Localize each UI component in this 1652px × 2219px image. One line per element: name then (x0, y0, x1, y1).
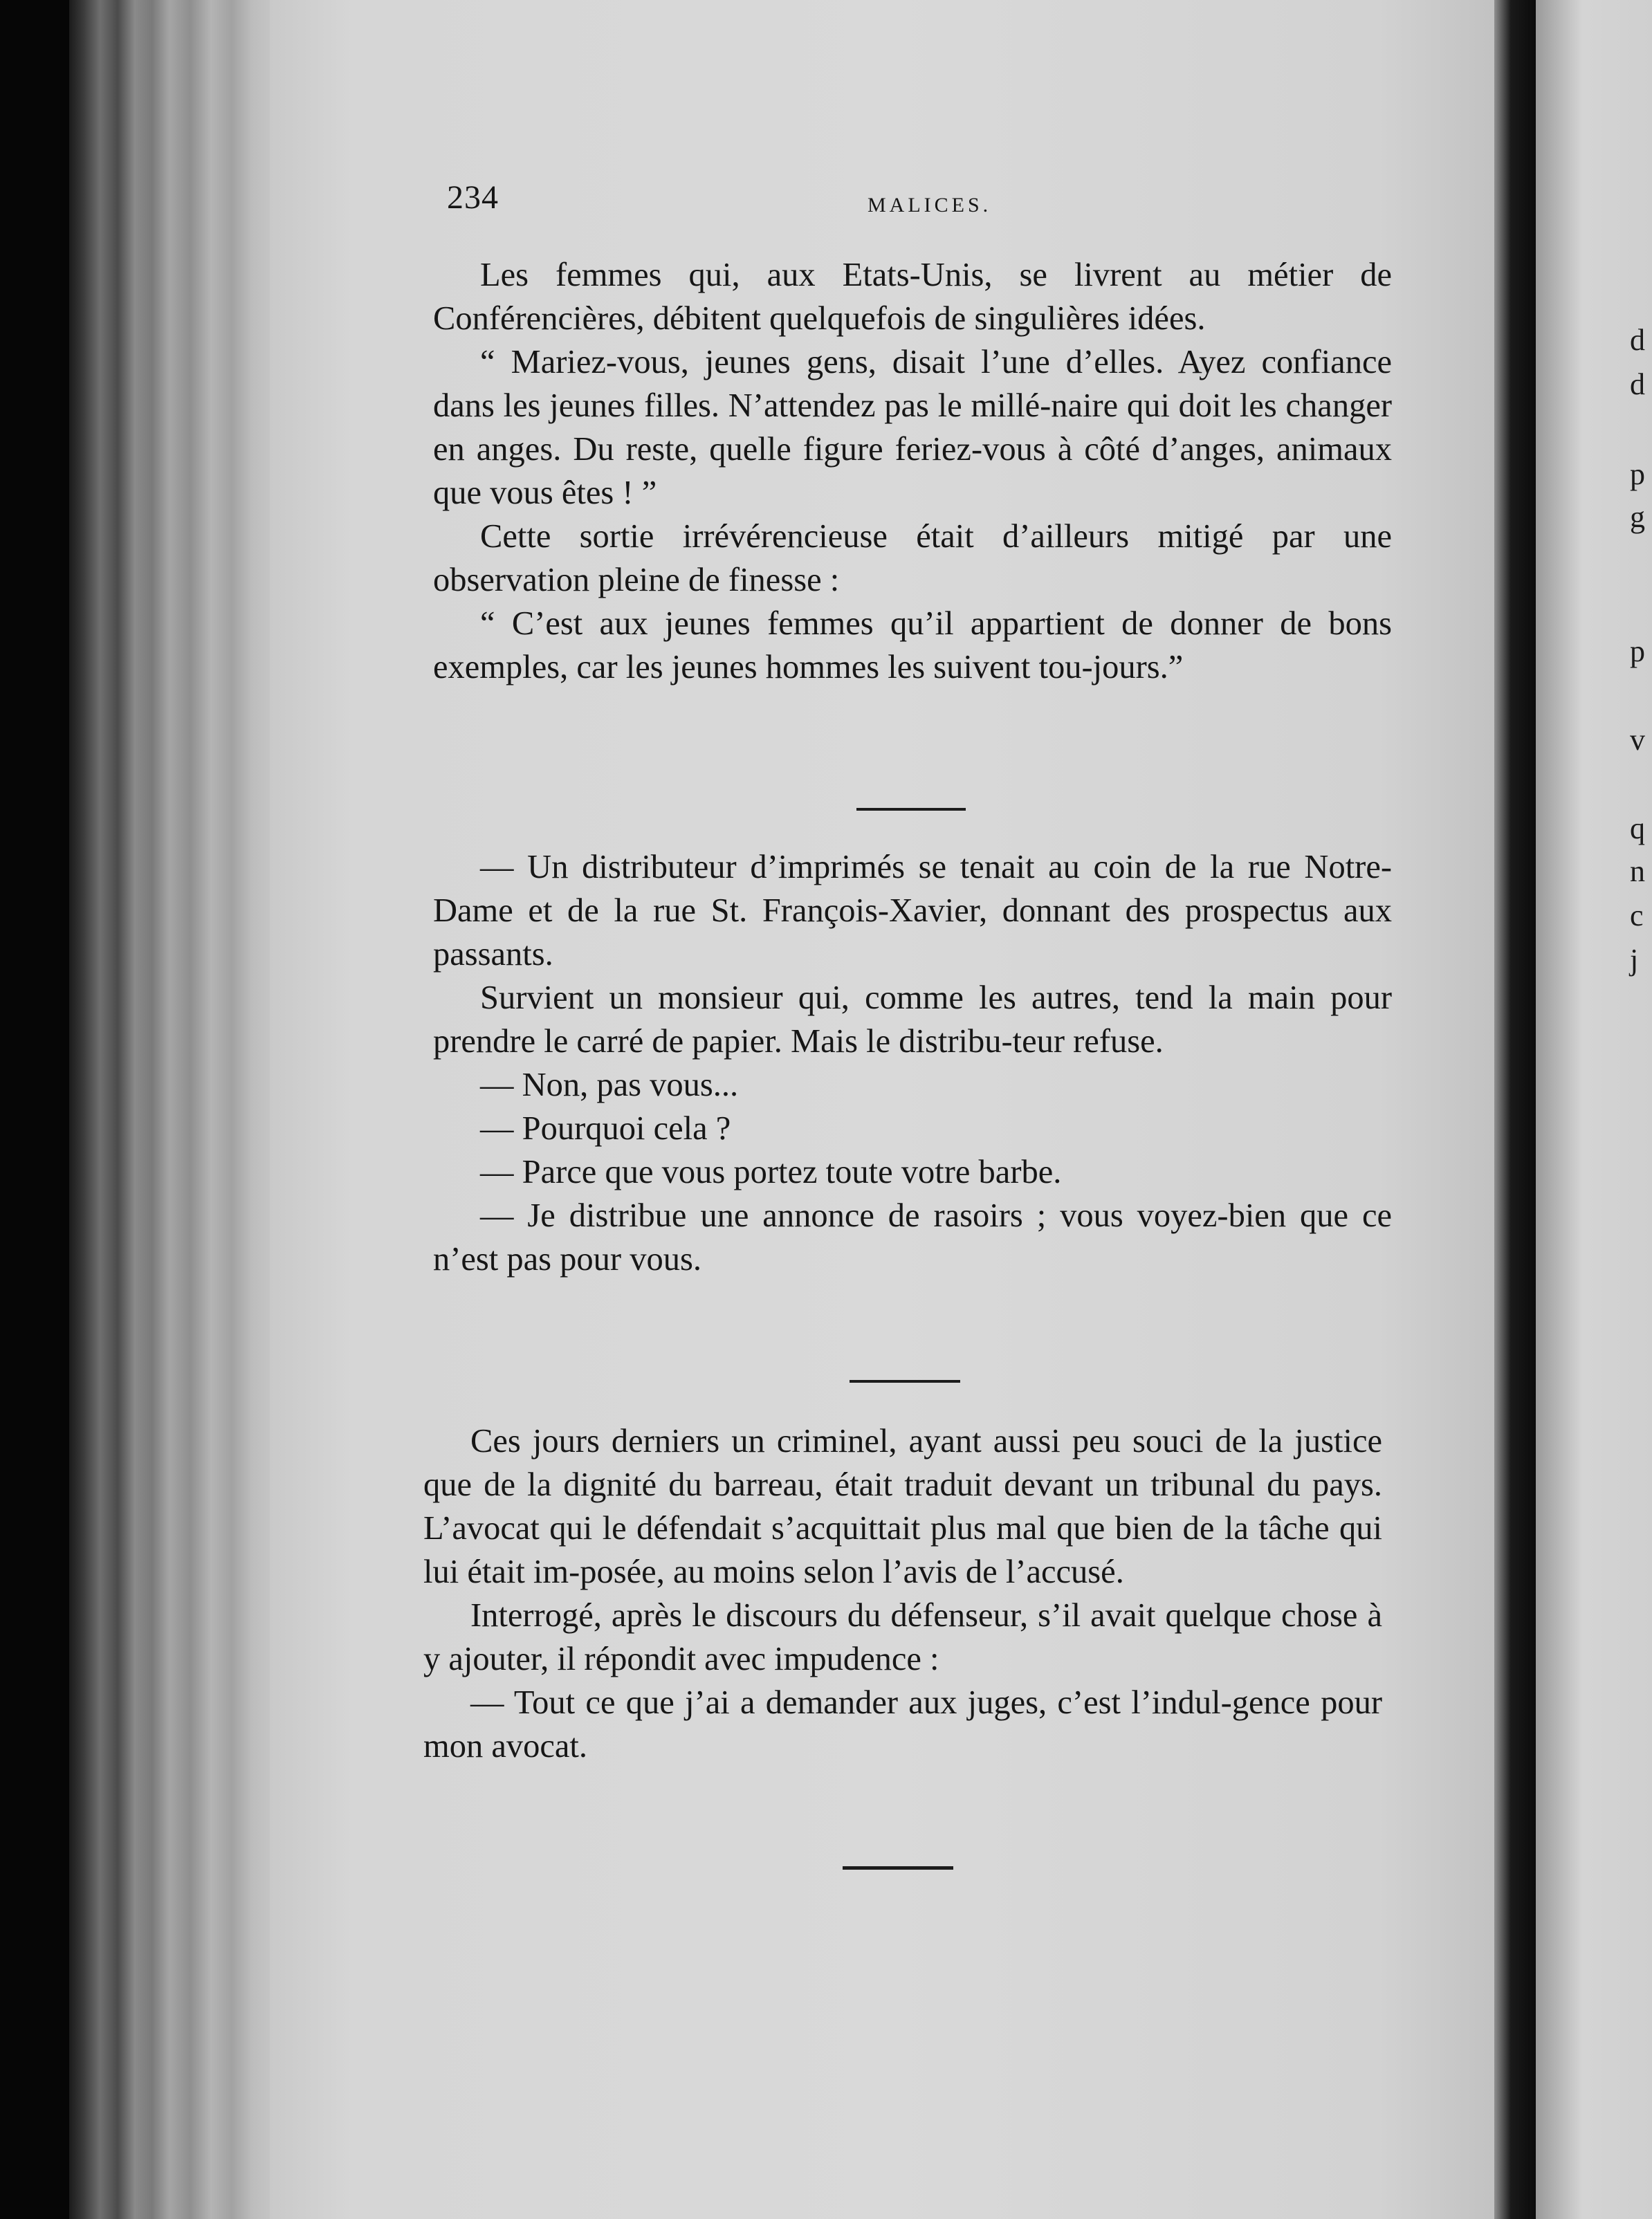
next-page-letter: v (1630, 723, 1645, 757)
next-page-letter: d (1630, 367, 1645, 401)
running-title: MALICES. (868, 194, 992, 217)
text-section-1 (433, 253, 1392, 689)
next-page-letter: j (1630, 943, 1639, 977)
next-page-letter: p (1630, 457, 1645, 491)
text-section-2 (433, 845, 1392, 1281)
next-page-letter: d (1630, 323, 1645, 357)
next-page-letter: q (1630, 811, 1645, 845)
book-spine (69, 0, 270, 2219)
paragraph: Survient un monsieur qui, comme les autres, tend la main pour prendre le carré de papier. Mais le distribu-teur refuse. (433, 979, 1392, 1060)
scan-border-left (0, 0, 69, 2219)
text-section-3 (423, 1419, 1382, 1768)
next-page-letter: n (1630, 854, 1645, 888)
paragraph: — Je distribue une annonce de rasoirs ; vous voyez-bien que ce n’est pas pour vous. (433, 1197, 1392, 1278)
section-divider (856, 808, 966, 811)
next-page-letter: p (1630, 634, 1645, 668)
paragraph: “ Mariez-vous, jeunes gens, disait l’une d’elles. Ayez confiance dans les jeunes filles. N’attendez pas le millé-naire qui doit les changer en anges. Du reste, quelle figure feriez-vous à côté d’anges, animaux que vous êtes ! ” (433, 344, 1392, 511)
paragraph: Interrogé, après le discours du défenseur, s’il avait quelque chose à y ajouter, il répondit avec impudence : (423, 1597, 1382, 1677)
paragraph: — Tout ce que j’ai a demander aux juges, c’est l’indul-gence pour mon avocat. (423, 1684, 1382, 1765)
page-number: 234 (447, 179, 499, 216)
section-divider (850, 1380, 960, 1383)
page-gutter (1494, 0, 1536, 2219)
next-page-letter: g (1630, 500, 1645, 534)
next-page-letter: c (1630, 899, 1644, 932)
paragraph: “ C’est aux jeunes femmes qu’il appartient de donner de bons exemples, car les jeunes hommes les suivent tou-jours.” (433, 605, 1392, 685)
paragraph: Ces jours derniers un criminel, ayant aussi peu souci de la justice que de la dignité du barreau, était traduit devant un tribunal du pays. L’avocat qui le défendait s’acquittait plus mal que bien de la tâche qui lui était im-posée, au moins selon l’avis de l’accusé. (423, 1423, 1382, 1590)
section-divider (843, 1866, 953, 1870)
paragraph: — Non, pas vous... (480, 1067, 739, 1103)
paragraph: Cette sortie irrévérencieuse était d’ailleurs mitigé par une observation pleine de finesse : (433, 518, 1392, 598)
page-header (0, 178, 1652, 220)
paragraph: Les femmes qui, aux Etats-Unis, se livrent au métier de Conférencières, débitent quelquefois de singulières idées. (433, 257, 1392, 337)
paragraph: — Un distributeur d’imprimés se tenait au coin de la rue Notre-Dame et de la rue St. François-Xavier, donnant des prospectus aux passants. (433, 849, 1392, 973)
paragraph: — Pourquoi cela ? (480, 1110, 731, 1147)
paragraph: — Parce que vous portez toute votre barbe. (480, 1154, 1062, 1190)
